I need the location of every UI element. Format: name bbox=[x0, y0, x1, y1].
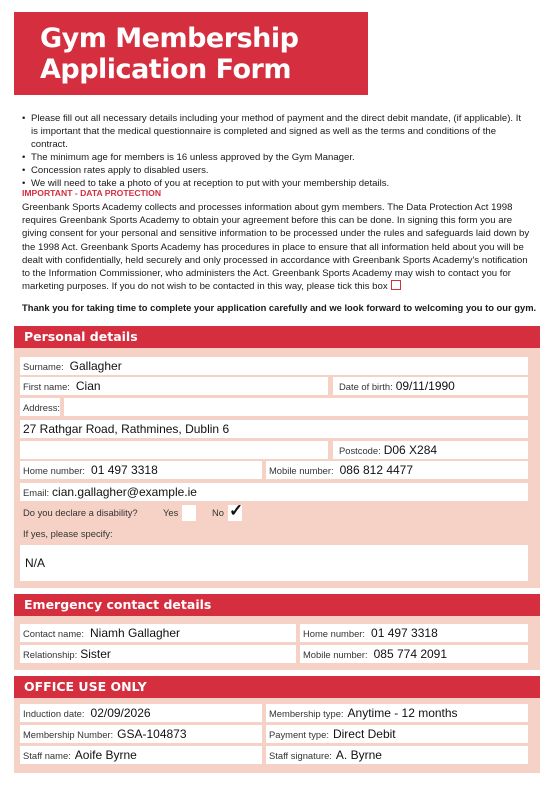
dob-field[interactable] bbox=[333, 377, 528, 395]
membership-number-field[interactable] bbox=[20, 725, 262, 743]
mobile-number-label: Mobile number: bbox=[269, 464, 334, 476]
staff-name-field[interactable] bbox=[20, 746, 262, 764]
first-name-label: First name: bbox=[23, 380, 70, 392]
office-use-heading: OFFICE USE ONLY bbox=[24, 679, 147, 694]
induction-date-field[interactable] bbox=[20, 704, 262, 722]
induction-date-value: 02/09/2026 bbox=[90, 706, 151, 720]
induction-date-label: Induction date: bbox=[23, 707, 85, 719]
page-title-line1: Gym Membership bbox=[40, 23, 299, 54]
postcode-value: D06 X284 bbox=[383, 443, 438, 457]
emergency-contact-header bbox=[14, 594, 540, 616]
disability-no-checkbox[interactable] bbox=[228, 501, 244, 521]
disability-question: Do you declare a disability? bbox=[23, 507, 138, 518]
surname-value: Gallagher bbox=[69, 359, 122, 373]
emergency-mobile-number-value: 085 774 2091 bbox=[373, 647, 448, 661]
first-name-value: Cian bbox=[75, 379, 101, 393]
postcode-label: Postcode: bbox=[339, 444, 381, 456]
staff-name-label: Staff name: bbox=[23, 749, 71, 761]
email-value: cian.gallagher@example.ie bbox=[52, 485, 197, 499]
disability-specify-field[interactable] bbox=[20, 545, 528, 581]
office-use-header bbox=[14, 676, 540, 698]
membership-type-label: Membership type: bbox=[269, 707, 344, 719]
email-label: Email: bbox=[23, 486, 50, 498]
dob-label: Date of birth: bbox=[339, 380, 393, 392]
marketing-optout-checkbox[interactable] bbox=[391, 280, 401, 290]
personal-details-header bbox=[14, 326, 540, 348]
address-label-cell bbox=[20, 398, 60, 416]
page-title-line2: Application Form bbox=[40, 54, 291, 85]
intro-notes bbox=[22, 112, 522, 190]
emergency-contact-heading: Emergency contact details bbox=[24, 597, 212, 612]
payment-type-label: Payment type: bbox=[269, 728, 329, 740]
personal-details-heading: Personal details bbox=[24, 329, 138, 344]
home-number-label: Home number: bbox=[23, 464, 86, 476]
intro-bullet: • Concession rates apply to disabled users. bbox=[22, 164, 522, 177]
mobile-number-field[interactable] bbox=[266, 461, 528, 479]
address-line3-field[interactable] bbox=[20, 441, 328, 459]
payment-type-value: Direct Debit bbox=[332, 727, 396, 741]
disability-yes-label: Yes bbox=[163, 507, 179, 518]
address-line1-field[interactable] bbox=[64, 398, 528, 416]
emergency-home-number-field[interactable] bbox=[300, 624, 528, 642]
data-protection-text bbox=[22, 201, 530, 293]
surname-field[interactable] bbox=[20, 357, 528, 375]
email-field[interactable] bbox=[20, 483, 528, 501]
membership-type-field[interactable] bbox=[266, 704, 528, 722]
intro-bullet: • The minimum age for members is 16 unless approved by the Gym Manager. bbox=[22, 151, 522, 164]
home-number-value: 01 497 3318 bbox=[91, 463, 158, 477]
disability-no-label: No bbox=[212, 507, 224, 518]
emergency-contact-name-value: Niamh Gallagher bbox=[89, 626, 181, 640]
emergency-contact-name-label: Contact name: bbox=[23, 627, 84, 639]
specify-label: If yes, please specify: bbox=[23, 528, 113, 539]
staff-signature-label: Staff signature: bbox=[269, 749, 332, 761]
dob-value: 09/11/1990 bbox=[395, 379, 455, 393]
first-name-field[interactable] bbox=[20, 377, 328, 395]
mobile-number-value: 086 812 4477 bbox=[339, 463, 414, 477]
membership-number-value: GSA-104873 bbox=[117, 727, 187, 741]
address-label: Address: bbox=[23, 401, 60, 413]
emergency-contact-name-field[interactable] bbox=[20, 624, 296, 642]
relationship-field[interactable] bbox=[20, 645, 296, 663]
disability-specify-value: N/A bbox=[25, 556, 46, 570]
relationship-value: Sister bbox=[80, 647, 111, 661]
address-line2-field[interactable] bbox=[20, 420, 528, 438]
staff-signature-value: A. Byrne bbox=[335, 748, 382, 762]
membership-type-value: Anytime - 12 months bbox=[347, 706, 458, 720]
emergency-home-number-label: Home number: bbox=[303, 627, 366, 639]
relationship-label: Relationship: bbox=[23, 648, 78, 660]
staff-signature-field[interactable] bbox=[266, 746, 528, 764]
data-protection-body: Greenbank Sports Academy collects and processes information about gym members. The Data Protection Act 1998 requires Greenbank Sports Academy to obtain your agreement before this can be done. In signing this form you are giving consent for your personal and sensitive information to be processed under the rules and safeguards laid down by the 1998 Act. Greenbank Sports Academy has procedures in place to ensure that all information held about you will be dealt with confidentially, held securely and only processed in accordance with Greenbank Sports Academy's notification to the Information Commissioner, who administers the Act. Greenbank Sports Academy may wish to contact you for marketing purposes. If you do not wish to be contacted in this way, please tick this box bbox=[22, 202, 530, 293]
intro-bullet: • We will need to take a photo of you at reception to put with your membership details. bbox=[22, 177, 522, 190]
check-icon: ✓ bbox=[229, 501, 244, 520]
address-value: 27 Rathgar Road, Rathmines, Dublin 6 bbox=[23, 422, 230, 436]
postcode-field[interactable] bbox=[333, 441, 528, 459]
membership-number-label: Membership Number: bbox=[23, 728, 114, 740]
disability-yes-checkbox[interactable] bbox=[182, 505, 196, 521]
surname-label: Surname: bbox=[23, 360, 64, 372]
data-protection-heading: IMPORTANT - DATA PROTECTION bbox=[22, 188, 162, 198]
thanks-note: Thank you for taking time to complete your application carefully and we look forward to welcoming you to our gym. bbox=[22, 302, 537, 313]
intro-bullet: • Please fill out all necessary details including your method of payment and the direct debit mandate, (if applicable). It is important that the medical questionnaire is completed and signed as well as the terms and conditions of the contract. bbox=[22, 112, 522, 151]
payment-type-field[interactable] bbox=[266, 725, 528, 743]
emergency-home-number-value: 01 497 3318 bbox=[371, 626, 438, 640]
title-banner bbox=[14, 12, 368, 95]
emergency-mobile-number-label: Mobile number: bbox=[303, 648, 368, 660]
emergency-mobile-number-field[interactable] bbox=[300, 645, 528, 663]
home-number-field[interactable] bbox=[20, 461, 262, 479]
staff-name-value: Aoife Byrne bbox=[74, 748, 137, 762]
